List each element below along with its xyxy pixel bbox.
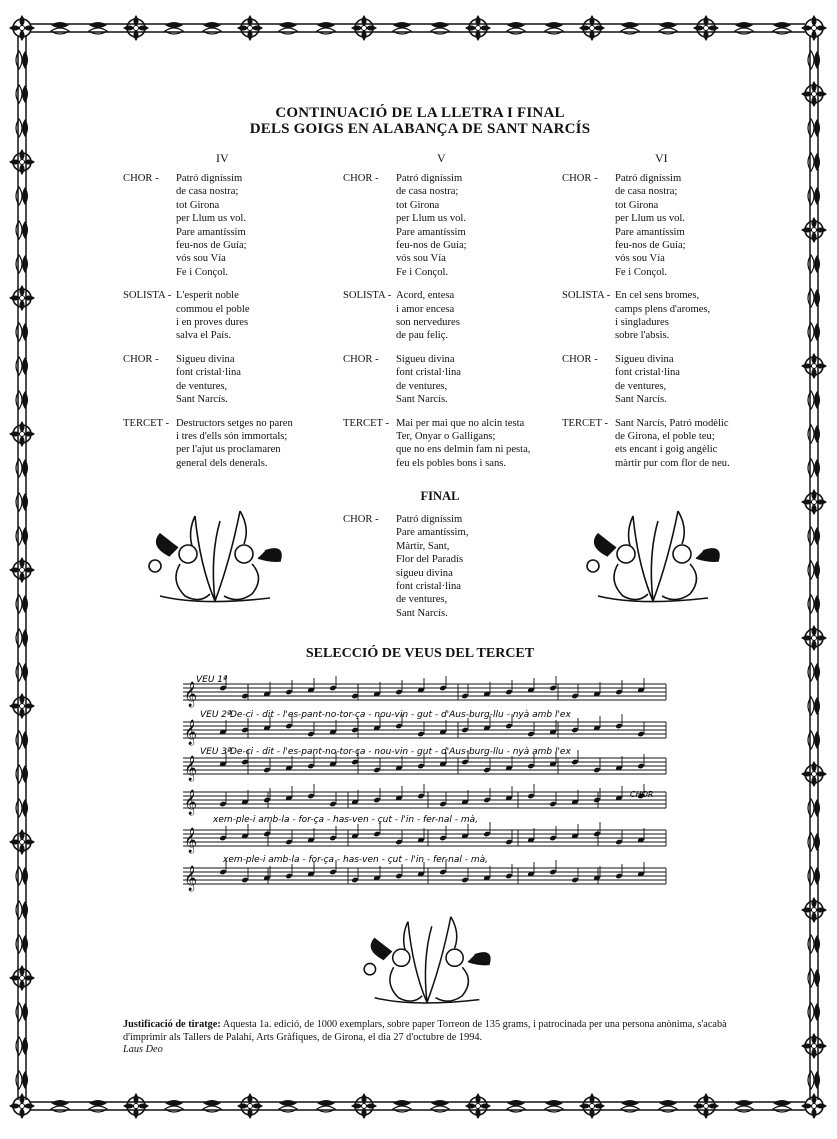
verse-line: de ventures, (396, 380, 448, 392)
verse-line: Ter, Onyar o Galligans; (396, 430, 496, 442)
verse-line: Sant Narcís, Patró modèlic (615, 417, 729, 429)
flower-ornament (801, 81, 827, 107)
verse-column-vi (562, 172, 782, 480)
flower-ornament (351, 15, 377, 41)
stanza (343, 172, 563, 279)
page-title-line2: DELS GOIGS EN ALABANÇA DE SANT NARCÍS (249, 121, 591, 137)
verse-line: màrtir pur com flor de neu. (615, 457, 730, 469)
final-line: font cristal·lina (396, 581, 462, 593)
final-stanza (343, 513, 468, 620)
flower-ornament (801, 897, 827, 923)
verse-line: feu-nos de Guía; (396, 240, 467, 252)
column-numeral-iv: IV (216, 151, 229, 165)
verse-line: Destructors setges no paren (176, 417, 293, 429)
final-lines (396, 513, 468, 620)
stanza (123, 417, 343, 471)
verse-line: general dels denerals. (176, 457, 268, 469)
verse-line: Sant Narcís. (615, 394, 667, 406)
verse-line: L'esperit noble (176, 290, 239, 302)
verse-line: Fe i Conçol. (615, 266, 668, 278)
voice2-label: VEU 2ª (200, 710, 232, 720)
stanza (123, 172, 343, 279)
verse-line: font cristal·lina (615, 367, 681, 379)
verse-line: i tres d'ells són immortals; (176, 430, 288, 442)
verse-line: per Llum us vol. (176, 213, 247, 225)
right-cherubs-illustration (578, 506, 728, 611)
selection-heading: SELECCIÓ DE VEUS DEL TERCET (305, 646, 535, 661)
chor-marking: CHOR (630, 790, 654, 799)
verse-line: ets encant i goig angèlic (615, 444, 718, 456)
flower-ornament (9, 15, 35, 41)
lyrics-line3: xem-ple-i amb-la - for-ça - has-ven - çut - l'in - fer-nal - mà, (213, 815, 479, 825)
lyrics-line1: De-ci - dit - l'es-pant-no-tor-ça - nou-vin - gut - d'Aus-burg-llu - nyà amb l'ex (230, 710, 571, 720)
verse-line: vós sou Vía (396, 253, 446, 265)
verse-line: sobre l'absis. (615, 330, 670, 342)
flower-ornament (801, 217, 827, 243)
final-line: Sant Narcís. (396, 607, 448, 619)
bottom-cherubs-illustration (352, 912, 502, 1012)
verse-line: vós sou Vía (176, 253, 226, 265)
treble-clef-icon: 𝄞 (184, 719, 198, 744)
music-score (178, 672, 668, 892)
stanza-label: TERCET - (343, 417, 390, 429)
flower-ornament (465, 15, 491, 41)
flower-ornament (693, 15, 719, 41)
colophon-text: Aquesta 1a. edició, de 1000 exemplars, sobre paper Torreon de 135 grams, i patrocinada per una persona anònima, s'acabà d'imprimir als Tallers de Palahí, Arts Gràfiques, de Girona, el dia 27 d'octubre de 1994. (123, 1019, 727, 1043)
flower-ornament (801, 1033, 827, 1059)
verse-line: tot Girona (176, 199, 220, 211)
verse-line: Patró digníssim (615, 173, 682, 184)
laus-deo: Laus Deo (123, 1044, 163, 1056)
stanza-label: CHOR - (562, 353, 598, 365)
flower-ornament (9, 829, 35, 855)
final-line: sigueu divina (396, 567, 453, 579)
stanza-label: SOLISTA - (562, 290, 611, 302)
page-title-line1: CONTINUACIÓ DE LA LLETRA I FINAL (275, 105, 565, 121)
colophon (123, 1019, 733, 1057)
verse-line: de casa nostra; (615, 186, 678, 198)
verse-line: Patró digníssim (176, 173, 243, 184)
flower-ornament (123, 1093, 149, 1119)
flower-ornament (465, 1093, 491, 1119)
column-numeral-vi: VI (655, 151, 668, 165)
stanza-label: SOLISTA - (343, 290, 392, 302)
verse-line: Sant Narcís. (396, 394, 448, 406)
stanza (123, 353, 343, 407)
verse-line: de casa nostra; (396, 186, 459, 198)
verse-line: commou el poble (176, 303, 250, 315)
flower-ornament (579, 1093, 605, 1119)
verse-line: feu els pobles bons i sans. (396, 457, 507, 469)
voice3-label: VEU 3ª (200, 747, 232, 757)
verse-line: En cel sens bromes, (615, 290, 700, 302)
final-heading: FINAL (420, 489, 460, 503)
flower-ornament (237, 1093, 263, 1119)
colophon-label: Justificació de tiratge: (123, 1019, 221, 1030)
verse-line: tot Girona (396, 199, 440, 211)
verse-line: per Llum us vol. (396, 213, 467, 225)
flower-ornament (9, 285, 35, 311)
treble-clef-icon: 𝄞 (184, 755, 198, 780)
voice1-label: VEU 1ª (196, 675, 228, 685)
verse-line: feu-nos de Guía; (176, 240, 247, 252)
verse-line: Sigueu divina (396, 353, 455, 365)
flower-ornament (579, 15, 605, 41)
stanza (343, 289, 563, 343)
verse-line: i amor encesa (396, 303, 455, 315)
lyrics-line2: De-ci - dit - l'es-pant-no-tor-ça - nou-vin - gut - d'Aus-burg-llu - nyà amb l'ex (230, 747, 571, 757)
verse-line: font cristal·lina (396, 367, 462, 379)
flower-ornament (801, 489, 827, 515)
flower-ornament (801, 625, 827, 651)
stanza (343, 353, 563, 407)
verse-line: de casa nostra; (176, 186, 239, 198)
stanza (562, 172, 782, 279)
verse-line: i singladures (615, 317, 669, 329)
stanza (562, 417, 782, 471)
verse-line: que no ens delmin fam ni pesta, (396, 444, 531, 456)
flower-ornament (693, 1093, 719, 1119)
verse-line: Patró digníssim (396, 173, 463, 184)
verse-line: Pare amantíssim (615, 226, 685, 238)
final-line: de ventures, (396, 594, 448, 606)
verse-line: font cristal·lina (176, 367, 242, 379)
verse-line: Fe i Conçol. (176, 266, 229, 278)
treble-clef-icon: 𝄞 (184, 827, 198, 852)
verse-line: tot Girona (615, 199, 659, 211)
flower-ornament (801, 15, 827, 41)
verse-line: Pare amantíssim (176, 226, 246, 238)
verse-line: de pau feliç. (396, 330, 449, 342)
verse-line: per l'ajut us proclamaren (176, 444, 281, 456)
stanza-label: TERCET - (123, 417, 170, 429)
final-line: Patró digníssim (396, 514, 463, 525)
treble-clef-icon: 𝄞 (184, 865, 198, 890)
stanza-label: CHOR - (123, 173, 159, 184)
flower-ornament (801, 353, 827, 379)
stanza (343, 417, 563, 471)
stanza (123, 289, 343, 343)
stanza-label: CHOR - (343, 353, 379, 365)
flower-ornament (9, 557, 35, 583)
verse-line: Acord, entesa (396, 290, 455, 302)
verse-line: son nervedures (396, 317, 460, 329)
treble-clef-icon: 𝄞 (184, 789, 198, 814)
verse-line: i en proves dures (176, 317, 249, 329)
flower-ornament (9, 421, 35, 447)
stanza (562, 289, 782, 343)
flower-ornament (9, 1093, 35, 1119)
column-numeral-v: V (437, 151, 446, 165)
verse-column-iv (123, 172, 343, 480)
verse-line: Sigueu divina (615, 353, 674, 365)
stanza-label: SOLISTA - (123, 290, 172, 302)
verse-line: de ventures, (176, 380, 228, 392)
verse-line: vós sou Vía (615, 253, 665, 265)
flower-ornament (351, 1093, 377, 1119)
flower-ornament (801, 1093, 827, 1119)
verse-column-v (343, 172, 563, 480)
flower-ornament (9, 693, 35, 719)
final-line: Màrtir, Sant, (396, 540, 450, 552)
verse-line: de Girona, el poble teu; (615, 430, 715, 442)
verse-line: Mai per mai que no alcin testa (396, 417, 525, 429)
flower-ornament (801, 761, 827, 787)
final-line: Flor del Paradís (396, 554, 464, 566)
verse-line: Pare amantíssim (396, 226, 466, 238)
verse-line: per Llum us vol. (615, 213, 686, 225)
lyrics-line4: xem-ple-i amb-la - for-ça - has-ven - çut - l'in - fer-nal - mà, (223, 855, 489, 865)
flower-ornament (123, 15, 149, 41)
final-label: CHOR - (343, 514, 379, 525)
stanza-label: TERCET - (562, 417, 609, 429)
stanza-label: CHOR - (562, 173, 598, 184)
stanza-label: CHOR - (123, 353, 159, 365)
verse-line: salva el País. (176, 330, 232, 342)
final-line: Pare amantíssim, (396, 527, 469, 539)
verse-line: camps plens d'aromes, (615, 303, 711, 315)
treble-clef-icon: 𝄞 (184, 681, 198, 706)
left-cherubs-illustration (140, 506, 290, 611)
verse-line: Sant Narcís. (176, 394, 228, 406)
verse-line: de ventures, (615, 380, 667, 392)
verse-line: Sigueu divina (176, 353, 235, 365)
stanza (562, 353, 782, 407)
flower-ornament (9, 965, 35, 991)
stanza-label: CHOR - (343, 173, 379, 184)
verse-line: Fe i Conçol. (396, 266, 449, 278)
flower-ornament (9, 149, 35, 175)
verse-line: feu-nos de Guía; (615, 240, 686, 252)
flower-ornament (237, 15, 263, 41)
